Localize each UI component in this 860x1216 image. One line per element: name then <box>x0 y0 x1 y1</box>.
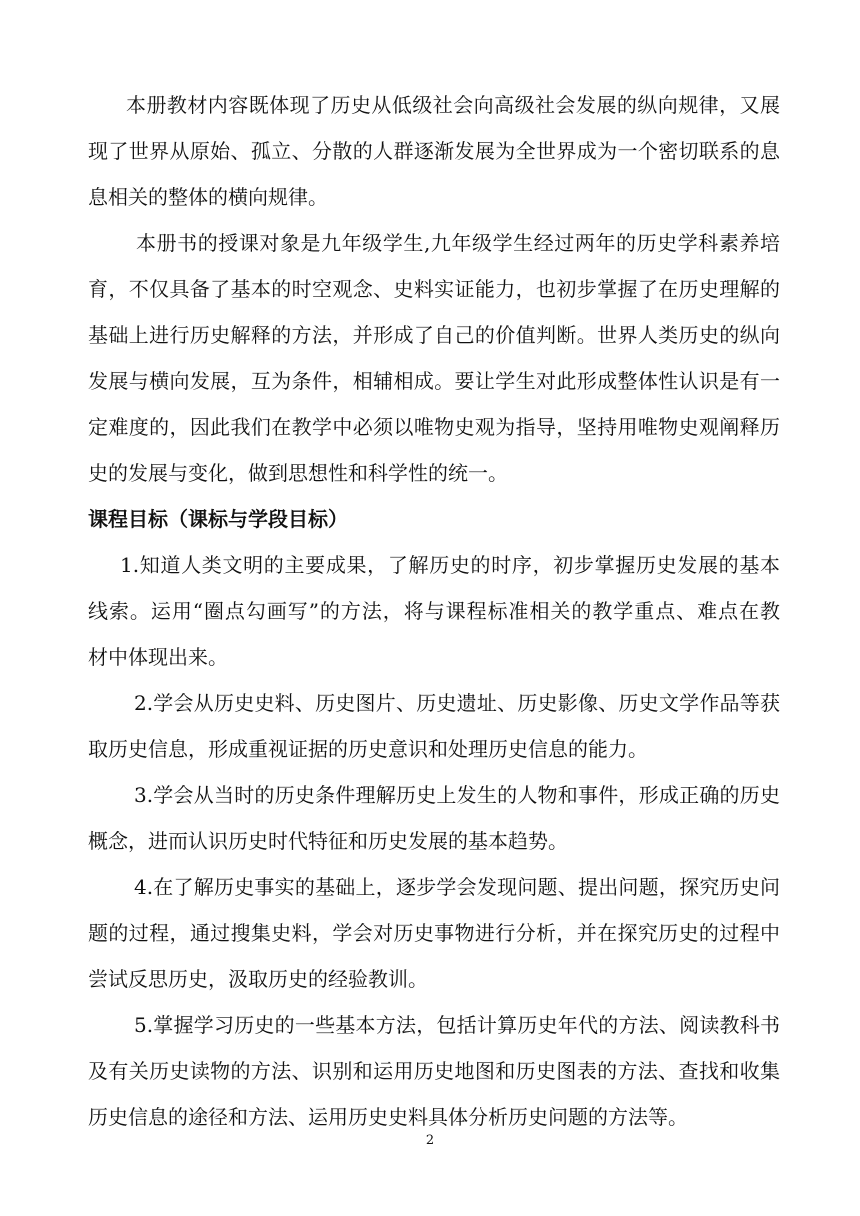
section-heading: 课程目标（课标与学段目标） <box>88 507 348 531</box>
paragraph-line: 本册教材内容既体现了历史从低级社会向高级社会发展的纵向规律，又展 <box>126 93 780 117</box>
paragraph-line: 线索。运用“圈点勾画写”的方法，将与课程标准相关的教学重点、难点在教 <box>88 599 780 623</box>
page-number: 2 <box>425 1133 435 1148</box>
paragraph-line: 尝试反思历史，汲取历史的经验教训。 <box>88 967 428 991</box>
paragraph-line: 基础上进行历史解释的方法，并形成了自己的价值判断。世界人类历史的纵向 <box>88 323 780 347</box>
paragraph-line: 3.学会从当时的历史条件理解历史上发生的人物和事件，形成正确的历史 <box>134 783 780 807</box>
paragraph-line: 1.知道人类文明的主要成果，了解历史的时序，初步掌握历史发展的基本 <box>120 553 780 577</box>
paragraph-line: 历史信息的途径和方法、运用历史史料具体分析历史问题的方法等。 <box>88 1105 688 1129</box>
paragraph-line: 材中体现出来。 <box>88 645 228 669</box>
paragraph-line: 题的过程，通过搜集史料，学会对历史事物进行分析，并在探究历史的过程中 <box>88 921 780 945</box>
paragraph-line: 史的发展与变化，做到思想性和科学性的统一。 <box>88 461 508 485</box>
paragraph-line: 2.学会从历史史料、历史图片、历史遗址、历史影像、历史文学作品等获 <box>134 691 780 715</box>
paragraph-line: 定难度的，因此我们在教学中必须以唯物史观为指导，坚持用唯物史观阐释历 <box>88 415 780 439</box>
paragraph-line: 4.在了解历史事实的基础上，逐步学会发现问题、提出问题，探究历史问 <box>134 875 780 899</box>
paragraph-line: 育，不仅具备了基本的时空观念、史料实证能力，也初步掌握了在历史理解的 <box>88 277 780 301</box>
paragraph-line: 概念，进而认识历史时代特征和历史发展的基本趋势。 <box>88 829 568 853</box>
paragraph-line: 发展与横向发展，互为条件，相辅相成。要让学生对此形成整体性认识是有一 <box>88 369 780 393</box>
paragraph-line: 现了世界从原始、孤立、分散的人群逐渐发展为全世界成为一个密切联系的息 <box>88 139 780 163</box>
paragraph-line: 5.掌握学习历史的一些基本方法，包括计算历史年代的方法、阅读教科书 <box>134 1013 780 1037</box>
paragraph-line: 及有关历史读物的方法、识别和运用历史地图和历史图表的方法、查找和收集 <box>88 1059 780 1083</box>
paragraph-line: 取历史信息，形成重视证据的历史意识和处理历史信息的能力。 <box>88 737 648 761</box>
paragraph-line: 息相关的整体的横向规律。 <box>88 185 328 209</box>
paragraph-line: 本册书的授课对象是九年级学生,九年级学生经过两年的历史学科素养培 <box>136 231 780 255</box>
